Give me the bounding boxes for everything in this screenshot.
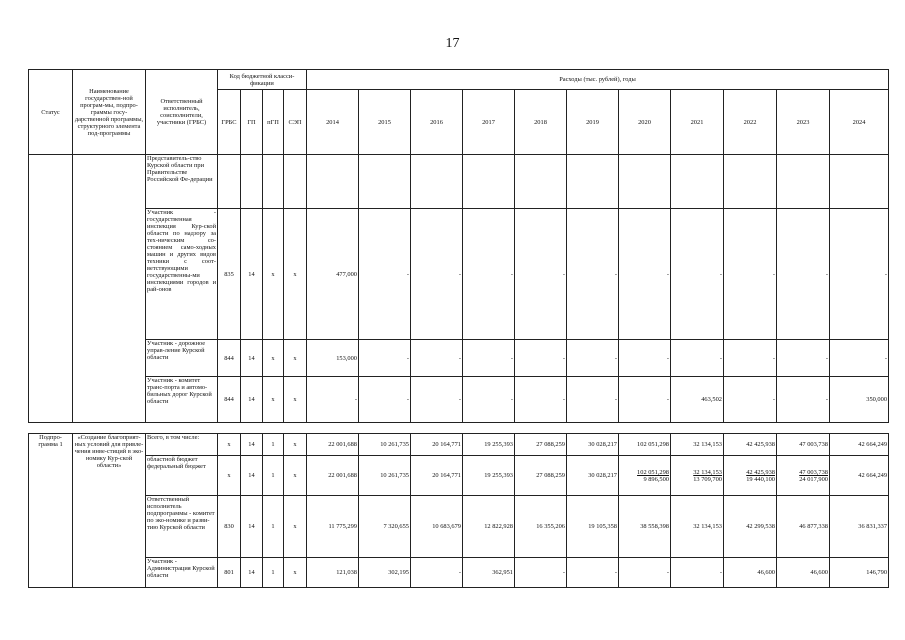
responsible-cell: Ответственный исполнитель подпрограммы - комитет по эко-номике и разви-тию Курской области (146, 496, 218, 558)
responsible-cell: Участник - комитет транс-порта и автомо-бильных дорог Курской области (146, 377, 218, 423)
code-cell: 835 (218, 209, 241, 340)
value-cell: 42 664,249 (830, 456, 889, 496)
gap-cell (29, 423, 889, 434)
value-cell: 46,600 (777, 558, 830, 588)
value-cell: - (567, 377, 619, 423)
status-cell (29, 155, 73, 423)
value-cell: 10 683,679 (411, 496, 463, 558)
federal-budget-label: федеральный бюджет (147, 463, 206, 470)
value-cell: - (830, 209, 889, 340)
code-cell (284, 155, 307, 209)
value-cell: 27 088,259 (515, 434, 567, 456)
code-cell: х (284, 209, 307, 340)
value-cell: 30 028,217 (567, 456, 619, 496)
code-cell: 14 (241, 209, 263, 340)
value-cell: - (515, 377, 567, 423)
table-row (29, 209, 889, 340)
value-cell: 10 261,735 (359, 434, 411, 456)
value-cell: - (307, 377, 359, 423)
code-cell: 844 (218, 340, 241, 377)
value-cell: 12 822,928 (463, 496, 515, 558)
value-cell: - (515, 209, 567, 340)
value-cell (724, 456, 777, 496)
value-cell: - (724, 209, 777, 340)
federal-value: 24 017,900 (799, 475, 828, 483)
value-cell: - (619, 209, 671, 340)
header-year: 2018 (515, 90, 567, 155)
value-cell: 46 877,338 (777, 496, 830, 558)
value-cell: - (671, 340, 724, 377)
value-cell: - (619, 340, 671, 377)
header-status: Статус (29, 70, 73, 155)
value-cell: 10 261,735 (359, 456, 411, 496)
code-cell: 14 (241, 434, 263, 456)
value-cell: 362,951 (463, 558, 515, 588)
table-row (29, 155, 889, 209)
value-cell: - (777, 209, 830, 340)
value-cell (671, 155, 724, 209)
code-cell: х (284, 558, 307, 588)
code-cell: 14 (241, 496, 263, 558)
regional-value: 47 003,738 (799, 468, 828, 476)
code-cell: 1 (263, 496, 284, 558)
table-header (29, 70, 889, 155)
value-cell: 22 001,688 (307, 456, 359, 496)
value-cell: - (567, 340, 619, 377)
header-code: ГП (241, 90, 263, 155)
value-cell (359, 155, 411, 209)
value-cell: - (567, 209, 619, 340)
code-cell: 14 (241, 377, 263, 423)
table-row (29, 434, 889, 456)
value-cell (671, 456, 724, 496)
regional-value: 102 051,298 (637, 468, 669, 476)
value-cell: - (724, 340, 777, 377)
value-cell: - (515, 340, 567, 377)
table-row (29, 558, 889, 588)
header-year: 2024 (830, 90, 889, 155)
value-cell: 32 134,153 (671, 496, 724, 558)
header-year: 2019 (567, 90, 619, 155)
value-cell: 32 134,153 (671, 434, 724, 456)
header-code-group: Код бюджетной класси-фикации (218, 70, 307, 90)
value-cell: 146,790 (830, 558, 889, 588)
value-cell (411, 155, 463, 209)
value-cell: 42 299,538 (724, 496, 777, 558)
value-cell: 30 028,217 (567, 434, 619, 456)
code-cell: х (263, 377, 284, 423)
regional-budget-label: областной бюджет (147, 456, 198, 463)
value-cell: - (463, 340, 515, 377)
code-cell: х (218, 434, 241, 456)
responsible-cell: Участник - Администрация Курской области (146, 558, 218, 588)
value-cell (515, 155, 567, 209)
value-cell: - (463, 377, 515, 423)
value-cell (830, 155, 889, 209)
value-cell: 11 775,299 (307, 496, 359, 558)
value-cell: 20 164,771 (411, 434, 463, 456)
header-year: 2017 (463, 90, 515, 155)
value-cell: - (359, 377, 411, 423)
value-cell: - (359, 340, 411, 377)
value-cell: 42 664,249 (830, 434, 889, 456)
page-number: 17 (445, 36, 460, 51)
code-cell: 14 (241, 558, 263, 588)
value-cell: - (359, 209, 411, 340)
federal-value: 9 896,500 (643, 475, 669, 483)
table-row (29, 496, 889, 558)
subprogram-name: «Создание благоприят-ных условий для привле-чения инве-стиций в эко-номику Кур-ской области» (73, 434, 146, 588)
value-cell: 19 255,393 (463, 434, 515, 456)
value-cell: 7 320,655 (359, 496, 411, 558)
value-cell: - (411, 209, 463, 340)
responsible-cell: Всего, в том числе: (146, 434, 218, 456)
code-cell: 14 (241, 340, 263, 377)
code-cell: 801 (218, 558, 241, 588)
value-cell (619, 155, 671, 209)
value-cell: - (830, 340, 889, 377)
value-cell: - (567, 558, 619, 588)
value-cell: 27 088,259 (515, 456, 567, 496)
header-code: пГП (263, 90, 284, 155)
code-cell: х (284, 456, 307, 496)
responsible-cell: Участник - государственная инспекция Кур-ской области по надзору за тех-ническим со-стоянием само-ходных машин и других видов техники с соот-ветствующими государственны-ми инспекциями городов и рай-онов (146, 209, 218, 340)
code-cell: 1 (263, 558, 284, 588)
value-cell: 38 558,398 (619, 496, 671, 558)
value-cell: 16 355,206 (515, 496, 567, 558)
value-cell: 22 001,688 (307, 434, 359, 456)
value-cell: 19 105,358 (567, 496, 619, 558)
value-cell: - (619, 377, 671, 423)
value-cell: - (463, 209, 515, 340)
code-cell: х (218, 456, 241, 496)
code-cell (241, 155, 263, 209)
table-row (29, 456, 889, 496)
value-cell: 19 255,393 (463, 456, 515, 496)
code-cell: х (284, 377, 307, 423)
value-cell: - (411, 340, 463, 377)
code-cell: 844 (218, 377, 241, 423)
subprogram-status: Подпро-грамма 1 (29, 434, 73, 588)
header-name: Наименование государствен-ной програм-мы, подпро-граммы госу-дарственной программы, структурного элемента под-программы (73, 70, 146, 155)
code-cell: 830 (218, 496, 241, 558)
header-code: ГРБС (218, 90, 241, 155)
value-cell: 477,000 (307, 209, 359, 340)
code-cell: х (263, 209, 284, 340)
value-cell: 463,502 (671, 377, 724, 423)
value-cell: - (411, 377, 463, 423)
header-year: 2023 (777, 90, 830, 155)
responsible-cell (146, 456, 218, 496)
responsible-cell: Представитель-ство Курской области при Правительстве Российской Фе-дерации (146, 155, 218, 209)
value-cell: - (777, 340, 830, 377)
value-cell (307, 155, 359, 209)
value-cell (777, 456, 830, 496)
code-cell: х (284, 340, 307, 377)
budget-table (28, 69, 889, 588)
name-cell (73, 155, 146, 423)
header-year: 2021 (671, 90, 724, 155)
code-cell: 1 (263, 434, 284, 456)
federal-value: 19 440,100 (746, 475, 775, 483)
header-year: 2016 (411, 90, 463, 155)
value-cell: 20 164,771 (411, 456, 463, 496)
value-cell: 350,000 (830, 377, 889, 423)
value-cell: 102 051,298 (619, 434, 671, 456)
table-row (29, 340, 889, 377)
header-year: 2015 (359, 90, 411, 155)
value-cell: 36 831,337 (830, 496, 889, 558)
header-year: 2020 (619, 90, 671, 155)
value-cell: 302,195 (359, 558, 411, 588)
code-cell: х (284, 434, 307, 456)
value-cell: 153,000 (307, 340, 359, 377)
regional-value: 42 425,938 (746, 468, 775, 476)
value-cell: - (515, 558, 567, 588)
header-code: СЭП (284, 90, 307, 155)
code-cell: 1 (263, 456, 284, 496)
code-cell (263, 155, 284, 209)
header-year: 2014 (307, 90, 359, 155)
value-cell: - (671, 558, 724, 588)
code-cell: х (284, 496, 307, 558)
value-cell: - (619, 558, 671, 588)
code-cell (218, 155, 241, 209)
value-cell (463, 155, 515, 209)
regional-value: 32 134,153 (693, 468, 722, 476)
section-gap (29, 423, 889, 434)
header-expenses-group: Расходы (тыс. рублей), годы (307, 70, 889, 90)
value-cell: - (777, 377, 830, 423)
header-year: 2022 (724, 90, 777, 155)
value-cell: - (671, 209, 724, 340)
code-cell: х (263, 340, 284, 377)
responsible-cell: Участник - дорожное управ-ление Курской области (146, 340, 218, 377)
value-cell (777, 155, 830, 209)
value-cell: - (724, 377, 777, 423)
federal-value: 13 709,700 (693, 475, 722, 483)
value-cell (724, 155, 777, 209)
value-cell: - (411, 558, 463, 588)
value-cell: 46,600 (724, 558, 777, 588)
value-cell: 47 003,738 (777, 434, 830, 456)
table-row (29, 377, 889, 423)
value-cell: 121,038 (307, 558, 359, 588)
value-cell (619, 456, 671, 496)
code-cell: 14 (241, 456, 263, 496)
header-responsible: Ответственный исполнитель, соисполнители, участники (ГРБС) (146, 70, 218, 155)
value-cell (567, 155, 619, 209)
value-cell: 42 425,938 (724, 434, 777, 456)
